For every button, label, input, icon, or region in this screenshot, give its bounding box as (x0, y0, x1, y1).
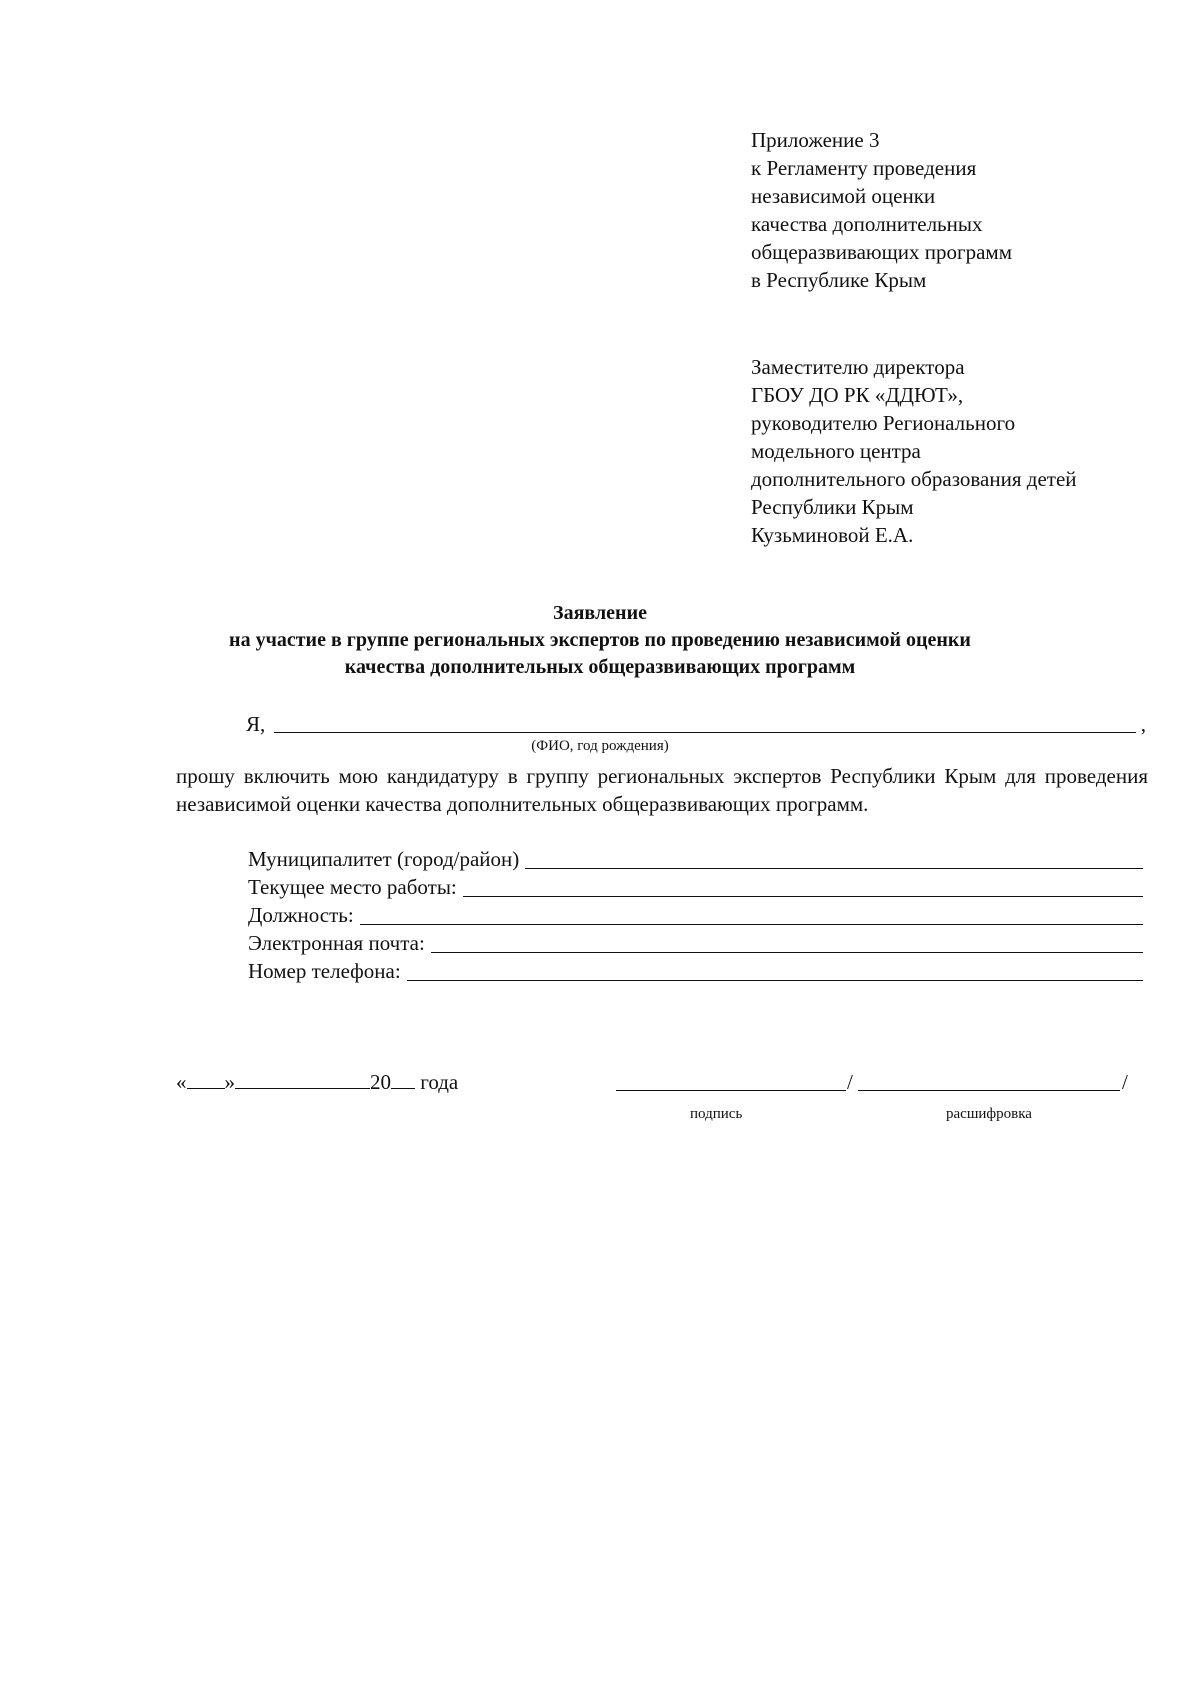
addressee-line: дополнительного образования детей (751, 467, 1077, 491)
addressee-block (751, 353, 1191, 549)
appendix-line: к Регламенту проведения (751, 156, 977, 180)
title-line-2: качества дополнительных общеразвивающих программ (344, 656, 856, 678)
request-text: прошу включить мою кандидатуру в группу региональных экспертов Республики Крым для проведения независимой оценки качества дополнительных общеразвивающих программ. (176, 764, 1148, 816)
field-municipality (248, 845, 1143, 873)
quote-close: » (224, 1070, 235, 1094)
field-phone (248, 957, 1143, 985)
field-position-input[interactable] (360, 923, 1143, 925)
appendix-note (751, 126, 1171, 294)
applicant-prefix: Я, (246, 712, 266, 736)
signature-input[interactable] (616, 1090, 846, 1091)
field-municipality-input[interactable] (525, 867, 1143, 869)
separator-slash: / (847, 1070, 853, 1094)
addressee-line: Республики Крым (751, 495, 914, 519)
decoding-input[interactable] (858, 1090, 1120, 1091)
decoding-caption: расшифровка (946, 1106, 1032, 1122)
appendix-line: общеразвивающих программ (751, 240, 1013, 264)
title-line-1: на участие в группе региональных экспертов по проведению независимой оценки (229, 629, 971, 651)
field-workplace (248, 873, 1143, 901)
document-title (0, 600, 1200, 681)
field-phone-input[interactable] (407, 979, 1143, 981)
field-position (248, 901, 1143, 929)
addressee-line: ГБОУ ДО РК «ДДЮТ», (751, 383, 964, 407)
addressee-line: модельного центра (751, 439, 921, 463)
applicant-row (246, 710, 1146, 738)
quote-open: « (176, 1070, 187, 1094)
field-email (248, 929, 1143, 957)
signature-caption: подпись (690, 1106, 743, 1122)
field-label: Номер телефона: (248, 959, 401, 983)
year-input[interactable] (391, 1068, 415, 1089)
appendix-line: Приложение 3 (751, 128, 880, 152)
field-email-input[interactable] (431, 951, 1143, 953)
applicant-caption: (ФИО, год рождения) (531, 738, 669, 754)
addressee-line: Кузьминовой Е.А. (751, 523, 914, 547)
addressee-line: Заместителю директора (751, 355, 965, 379)
month-input[interactable] (235, 1068, 370, 1089)
field-label: Муниципалитет (город/район) (248, 847, 520, 871)
appendix-line: независимой оценки (751, 184, 936, 208)
addressee-line: руководителю Регионального (751, 411, 1016, 435)
day-input[interactable] (187, 1068, 225, 1089)
separator-slash: / (1122, 1070, 1128, 1094)
year-suffix: года (420, 1070, 459, 1094)
appendix-line: качества дополнительных (751, 212, 983, 236)
field-label: Электронная почта: (248, 931, 425, 955)
year-prefix: 20 (370, 1070, 391, 1094)
date-field (176, 1068, 458, 1096)
field-workplace-input[interactable] (463, 895, 1143, 897)
applicant-suffix: , (1140, 712, 1146, 736)
appendix-line: в Республике Крым (751, 268, 927, 292)
fields-block (248, 845, 1143, 985)
field-label: Должность: (248, 903, 354, 927)
field-label: Текущее место работы: (248, 875, 457, 899)
title-heading: Заявление (553, 602, 647, 624)
applicant-name-field[interactable] (274, 732, 1136, 733)
signature-row (176, 1068, 1151, 1124)
